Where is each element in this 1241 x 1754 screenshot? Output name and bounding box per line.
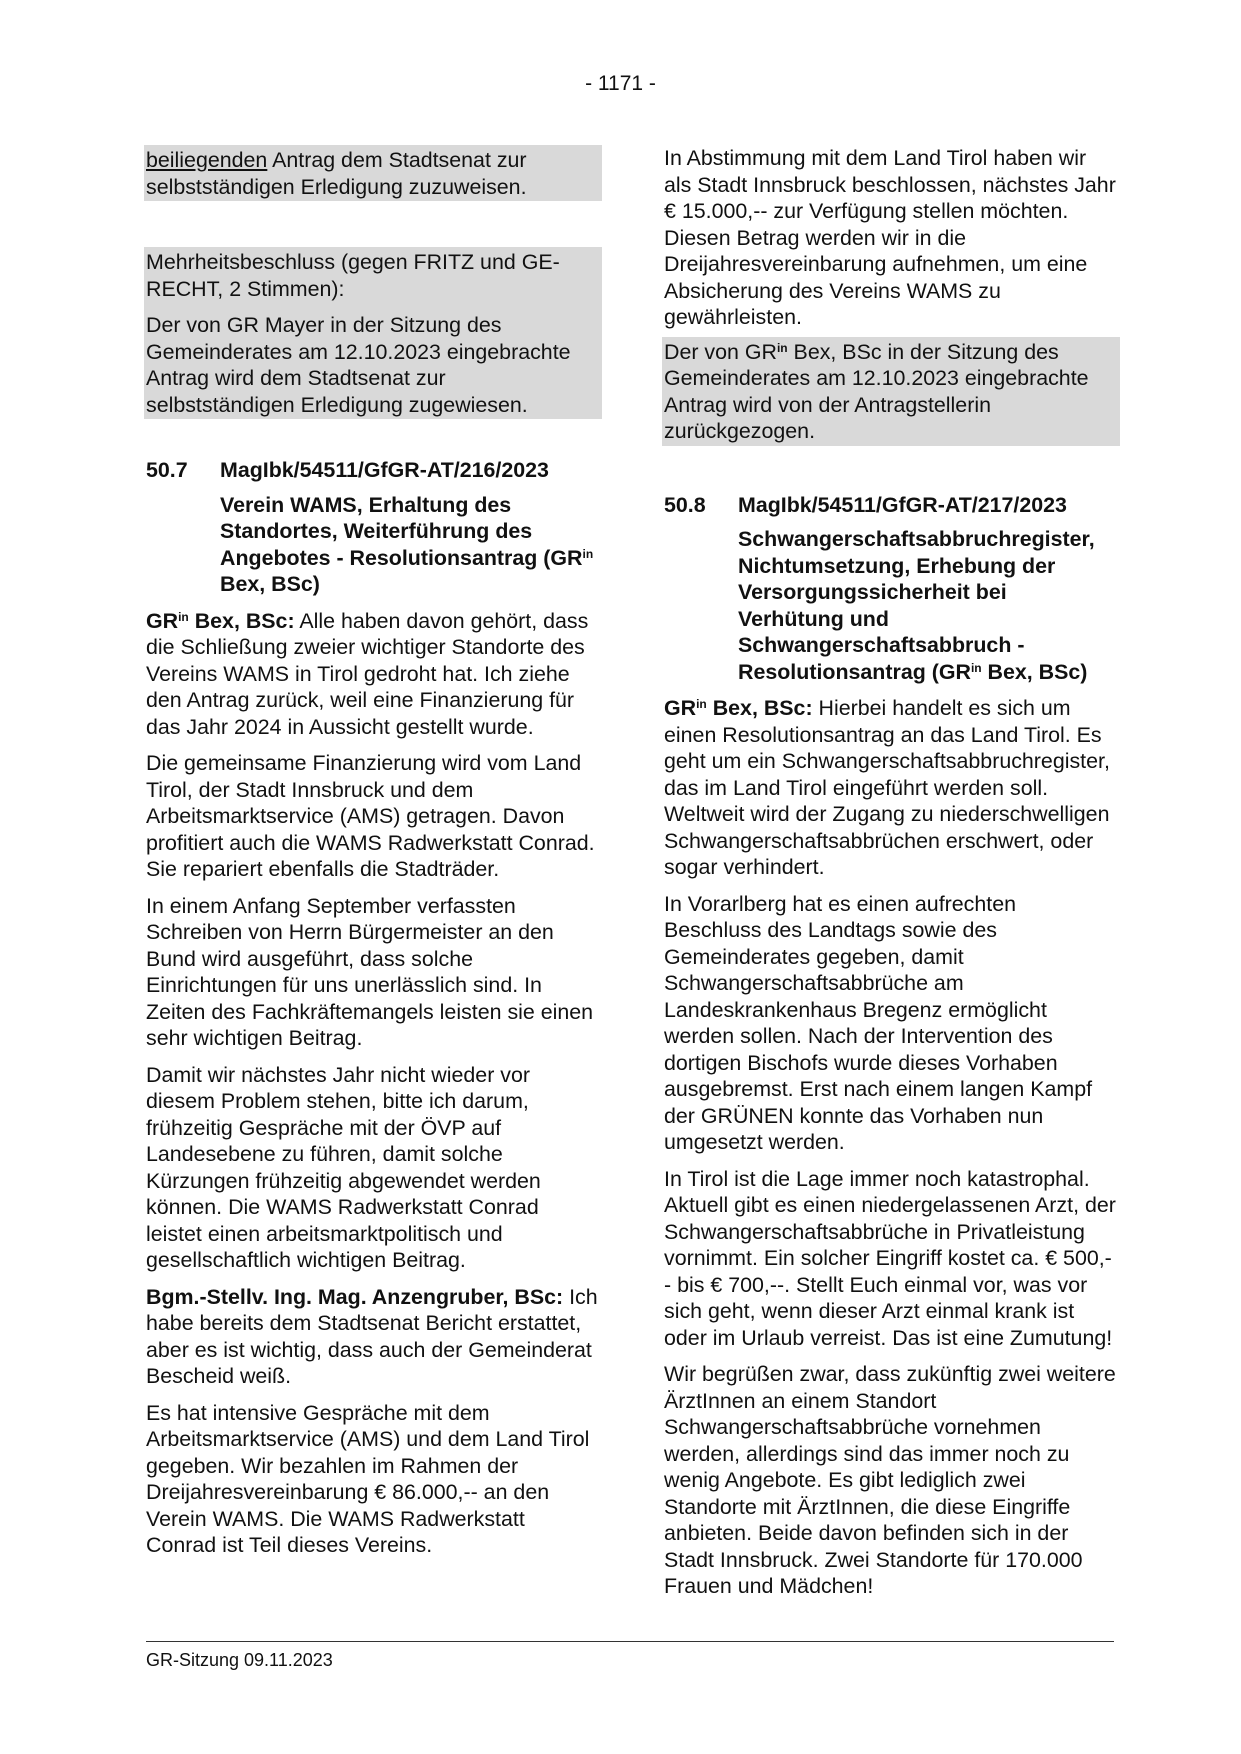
left-column	[146, 145, 598, 1569]
agenda-item-title: Schwangerschaftsabbruchregister, Nichtumsetzung, Erhebung der Versorgungssicherheit bei Verhütung und Schwangerschaftsabbruch - Resolutionsantrag ($GR^{in}$ Bex, BSc)	[738, 527, 1095, 684]
paragraph: Damit wir nächstes Jahr nicht wieder vor diesem Problem stehen, bitte ich darum, frühzeitig Gespräche mit der ÖVP auf Landesebene zu führen, damit solche Kürzungen frühzeitig abgewendet werden können. Die WAMS Radwerkstatt Conrad leistet einen arbeitsmarktpolitisch und gesellschaftlich wichtigen Beitrag.	[146, 1062, 541, 1272]
speaker-paragraph: $GR^{in}$ Bex, BSc: Alle haben davon gehört, dass die Schließung zweier wichtiger Standorte des Vereins WAMS in Tirol gedroht hat. Ich ziehe den Antrag zurück, weil eine Finanzierung für das Jahr 2024 in Aussicht gestellt wurde.	[146, 608, 589, 739]
footer-session-date: GR-Sitzung 09.11.2023	[146, 1650, 333, 1670]
speaker-paragraph: Bgm.-Stellv. Ing. Mag. Anzengruber, BSc: Ich habe bereits dem Stadtsenat Bericht erstattet, aber es ist wichtig, dass auch der Gemeinderat Bescheid weiß.	[146, 1284, 598, 1388]
paragraph: In einem Anfang September verfassten Schreiben von Herrn Bürgermeister an den Bund wird ausgeführt, dass solche Einrichtungen für uns unerlässlich sind. In Zeiten des Fachkräftemangels leisten sie einen sehr wichtigen Beitrag.	[146, 893, 594, 1050]
paragraph: In Abstimmung mit dem Land Tirol haben wir als Stadt Innsbruck beschlossen, nächstes Jahr € 15.000,-- zur Verfügung stellen möchten. Diesen Betrag werden wir in die Dreijahresvereinbarung aufnehmen, um eine Absicherung des Vereins WAMS zu gewährleisten.	[664, 146, 1116, 329]
agenda-item-number: 50.8	[664, 492, 706, 517]
decision-text: Der von $GR^{in}$ Bex, BSc in der Sitzung des Gemeinderates am 12.10.2023 eingebrachte Antrag wird von der Antragstellerin zurückgezogen.	[664, 339, 1089, 443]
agenda-item-reference: MagIbk/54511/GfGR-AT/217/2023	[738, 492, 1067, 517]
paragraph: Die gemeinsame Finanzierung wird vom Land Tirol, der Stadt Innsbruck und dem Arbeitsmarktservice (AMS) getragen. Davon profitiert auch die WAMS Radwerkstatt Conrad. Sie repariert ebenfalls die Stadträder.	[146, 751, 595, 881]
agenda-item-heading	[664, 492, 1116, 519]
paragraph: Es hat intensive Gespräche mit dem Arbeitsmarktservice (AMS) und dem Land Tirol gegeben. Wir bezahlen im Rahmen der Dreijahresvereinbarung € 86.000,-- an den Verein WAMS. Die WAMS Radwerkstatt Conrad ist Teil dieses Vereins.	[146, 1400, 590, 1557]
paragraph: Wir begrüßen zwar, dass zukünftig zwei weitere ÄrztInnen an einem Standort Schwangerschaftsabbrüche vornehmen werden, allerdings sind das immer noch zu wenig Angebote. Es gibt lediglich zwei Standorte mit ÄrztInnen, die diese Eingriffe anbieten. Beide davon befinden sich in der Stadt Innsbruck. Zwei Standorte für 170.000 Frauen und Mädchen!	[664, 1362, 1116, 1598]
majority-decision: Mehrheitsbeschluss (gegen FRITZ und GE-RECHT, 2 Stimmen):	[146, 250, 560, 301]
withdrawal-box	[662, 337, 1120, 446]
speaker-paragraph: $GR^{in}$ Bex, BSc: Hierbei handelt es sich um einen Resolutionsantrag an das Land Tirol. Es geht um ein Schwangerschaftsabbruchregister, das im Land Tirol eingeführt werden soll. Weltweit wird der Zugang zu niederschwelligen Schwangerschaftsabbrüchen erschwert, oder sogar verhindert.	[664, 696, 1110, 879]
page-number: - 1171 -	[585, 72, 656, 95]
agenda-item-number: 50.7	[146, 458, 188, 482]
right-column	[664, 145, 1116, 1610]
motion-referral-box	[144, 145, 602, 201]
paragraph: beiliegenden Antrag dem Stadtsenat zur selbstständigen Erledigung zuzuweisen.	[146, 148, 527, 199]
paragraph: In Tirol ist die Lage immer noch katastrophal. Aktuell gibt es einen niedergelassenen Arzt, der Schwangerschaftsabbrüche in Privatleistung vornimmt. Ein solcher Eingriff kostet ca. € 500,-- bis € 700,--. Stellt Euch einmal vor, was vor sich geht, wenn dieser Arzt einmal krank ist oder im Urlaub verreist. Das ist eine Zumutung!	[664, 1166, 1116, 1350]
agenda-item-heading	[146, 457, 598, 484]
agenda-item-reference: MagIbk/54511/GfGR-AT/216/2023	[220, 458, 549, 482]
agenda-item-title: Verein WAMS, Erhaltung des Standortes, Weiterführung des Angebotes - Resolutionsantrag ($GR^{in}$ Bex, BSc)	[220, 492, 594, 596]
footer-divider	[146, 1641, 1114, 1642]
paragraph: In Vorarlberg hat es einen aufrechten Beschluss des Landtags sowie des Gemeinderates gegeben, damit Schwangerschaftsabbrüche am Landeskrankenhaus Bregenz ermöglicht werden sollen. Nach der Intervention des dortigen Bischofs wurde dieses Vorhaben ausgebremst. Erst nach einem langen Kampf der GRÜNEN konnte das Vorhaben nun umgesetzt werden.	[664, 891, 1093, 1154]
resolution-box	[144, 247, 602, 419]
decision-text: Der von GR Mayer in der Sitzung des Gemeinderates am 12.10.2023 eingebrachte Antrag wird dem Stadtsenat zur selbstständigen Erledigung zugewiesen.	[146, 313, 571, 417]
